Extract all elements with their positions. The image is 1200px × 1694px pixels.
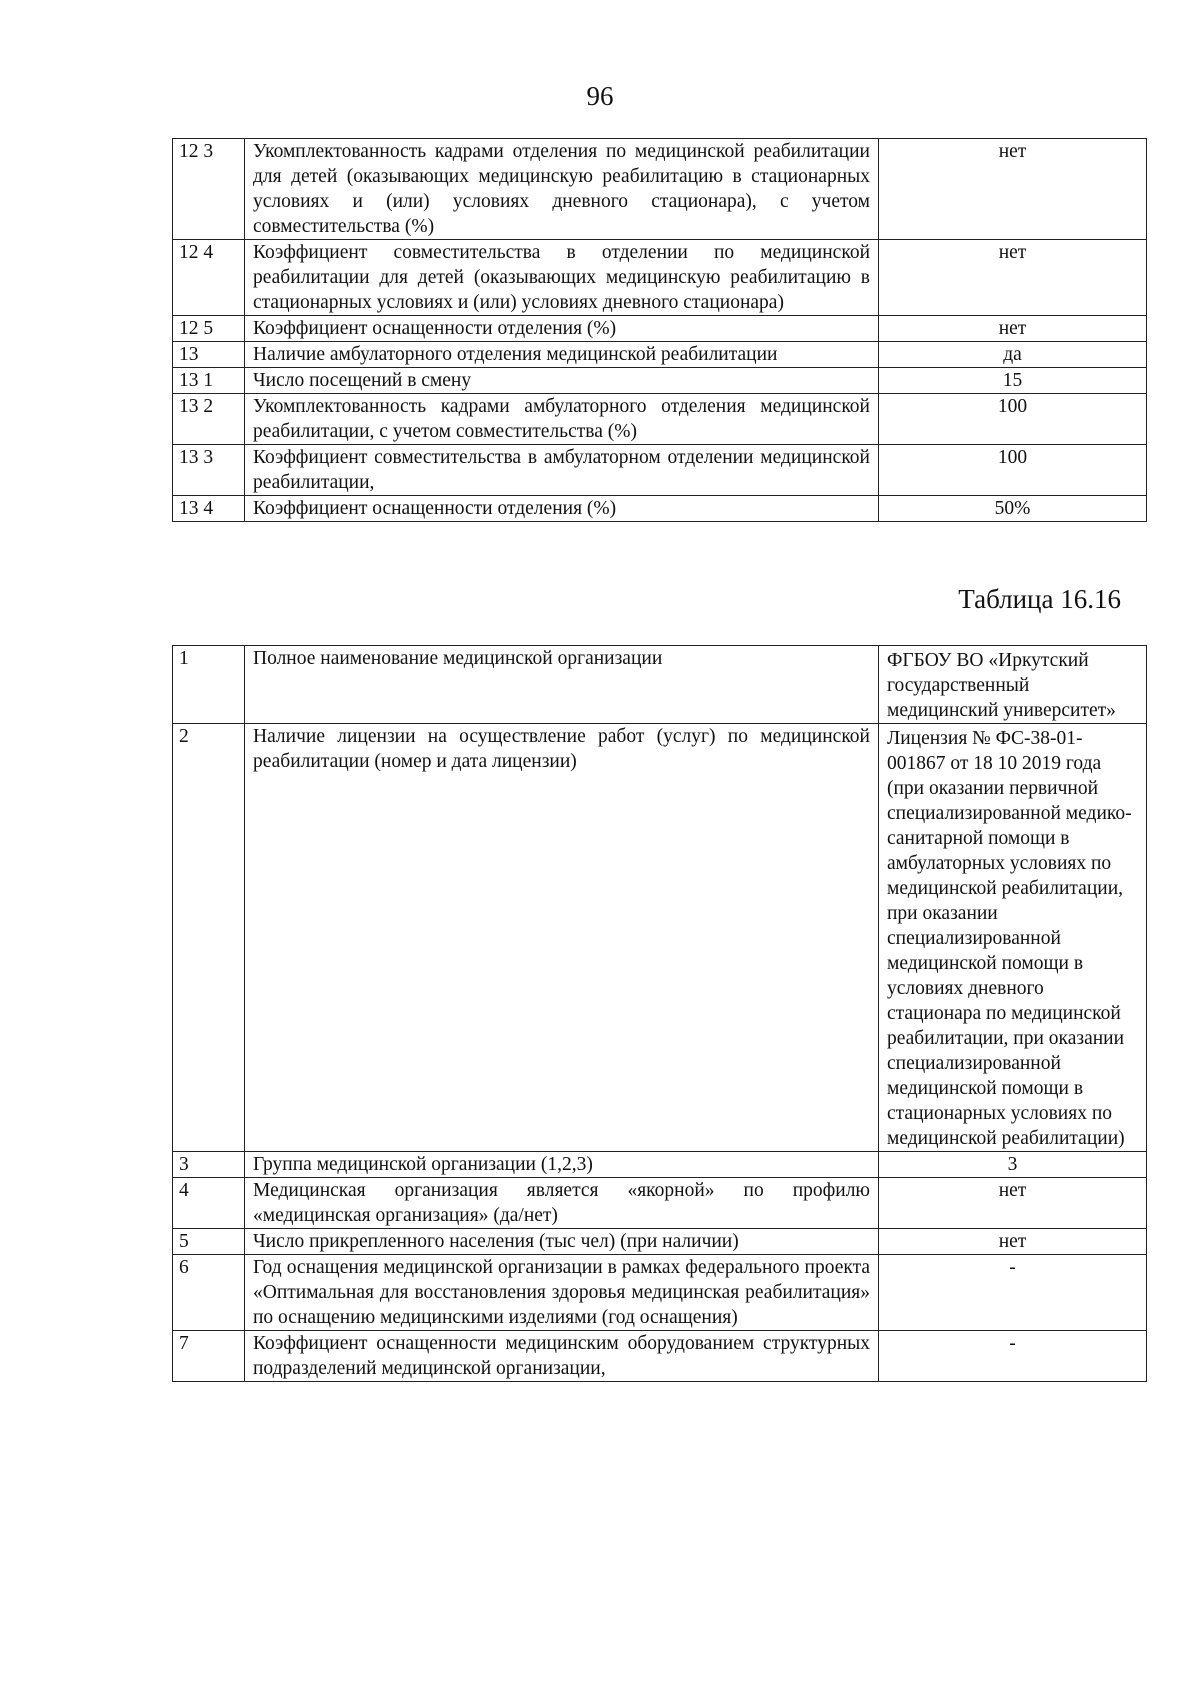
row-number: 13 2 — [173, 394, 245, 445]
row-number: 6 — [173, 1255, 245, 1331]
row-description: Укомплектованность кадрами амбулаторного отделения медицинской реабилитации, с учетом совместительства (%) — [245, 394, 879, 445]
row-value: нет — [879, 139, 1147, 240]
organization-table-16-16 — [172, 645, 1147, 1382]
table-row — [173, 496, 1147, 522]
table-row — [173, 342, 1147, 368]
row-number: 12 4 — [173, 240, 245, 316]
table-row — [173, 646, 1147, 724]
row-description: Число прикрепленного населения (тыс чел) (при наличии) — [245, 1229, 879, 1255]
table-row — [173, 1331, 1147, 1382]
row-description: Наличие амбулаторного отделения медицинской реабилитации — [245, 342, 879, 368]
table-row — [173, 1178, 1147, 1229]
row-value: ФГБОУ ВО «Иркутский государственный медицинский университет» — [879, 646, 1147, 724]
row-description: Укомплектованность кадрами отделения по медицинской реабилитации для детей (оказывающих медицинскую реабилитацию в стационарных условиях и (или) условиях дневного стационара), с учетом совместительства (%) — [245, 139, 879, 240]
table-row — [173, 240, 1147, 316]
row-value: 15 — [879, 368, 1147, 394]
table-row — [173, 1255, 1147, 1331]
row-description: Коэффициент оснащенности медицинским оборудованием структурных подразделений медицинской организации, — [245, 1331, 879, 1382]
row-number: 12 5 — [173, 316, 245, 342]
row-value: 3 — [879, 1152, 1147, 1178]
row-number: 13 4 — [173, 496, 245, 522]
row-value: да — [879, 342, 1147, 368]
row-description: Коэффициент оснащенности отделения (%) — [245, 316, 879, 342]
indicators-table-continued — [172, 138, 1147, 522]
row-number: 5 — [173, 1229, 245, 1255]
row-number: 12 3 — [173, 139, 245, 240]
row-number: 4 — [173, 1178, 245, 1229]
table-row — [173, 445, 1147, 496]
row-value: нет — [879, 1178, 1147, 1229]
row-description: Коэффициент совместительства в амбулаторном отделении медицинской реабилитации, — [245, 445, 879, 496]
row-description: Медицинская организация является «якорной» по профилю «медицинская организация» (да/нет) — [245, 1178, 879, 1229]
row-number: 7 — [173, 1331, 245, 1382]
row-number: 13 — [173, 342, 245, 368]
row-description: Число посещений в смену — [245, 368, 879, 394]
table-row — [173, 316, 1147, 342]
row-number: 13 3 — [173, 445, 245, 496]
row-number: 2 — [173, 724, 245, 1152]
row-value: Лицензия № ФС-38-01-001867 от 18 10 2019 года (при оказании первичной специализированной медико-санитарной помощи в амбулаторных условиях по медицинской реабилитации, при оказании специализированной медицинской помощи в условиях дневного стационара по медицинской реабилитации, при оказании специализированной медицинской помощи в стационарных условиях по медицинской реабилитации) — [879, 724, 1147, 1152]
row-value: 100 — [879, 445, 1147, 496]
table-caption: Таблица 16.16 — [958, 584, 1121, 614]
row-description: Полное наименование медицинской организации — [245, 646, 879, 724]
row-value: нет — [879, 316, 1147, 342]
row-description: Год оснащения медицинской организации в рамках федерального проекта «Оптимальная для восстановления здоровья медицинская реабилитация» по оснащению медицинскими изделиями (год оснащения) — [245, 1255, 879, 1331]
table-row — [173, 1152, 1147, 1178]
row-number: 1 — [173, 646, 245, 724]
row-value: нет — [879, 240, 1147, 316]
row-description: Коэффициент оснащенности отделения (%) — [245, 496, 879, 522]
row-value: - — [879, 1331, 1147, 1382]
row-value: - — [879, 1255, 1147, 1331]
page-number: 96 — [586, 81, 614, 111]
row-value: 100 — [879, 394, 1147, 445]
row-description: Наличие лицензии на осуществление работ (услуг) по медицинской реабилитации (номер и дата лицензии) — [245, 724, 879, 1152]
row-description: Коэффициент совместительства в отделении по медицинской реабилитации для детей (оказывающих медицинскую реабилитацию в стационарных условиях и (или) условиях дневного стационара) — [245, 240, 879, 316]
table-row — [173, 139, 1147, 240]
row-value: 50% — [879, 496, 1147, 522]
table-row — [173, 724, 1147, 1152]
table-row — [173, 368, 1147, 394]
row-value: нет — [879, 1229, 1147, 1255]
row-number: 13 1 — [173, 368, 245, 394]
row-description: Группа медицинской организации (1,2,3) — [245, 1152, 879, 1178]
table-row — [173, 1229, 1147, 1255]
table-row — [173, 394, 1147, 445]
row-number: 3 — [173, 1152, 245, 1178]
